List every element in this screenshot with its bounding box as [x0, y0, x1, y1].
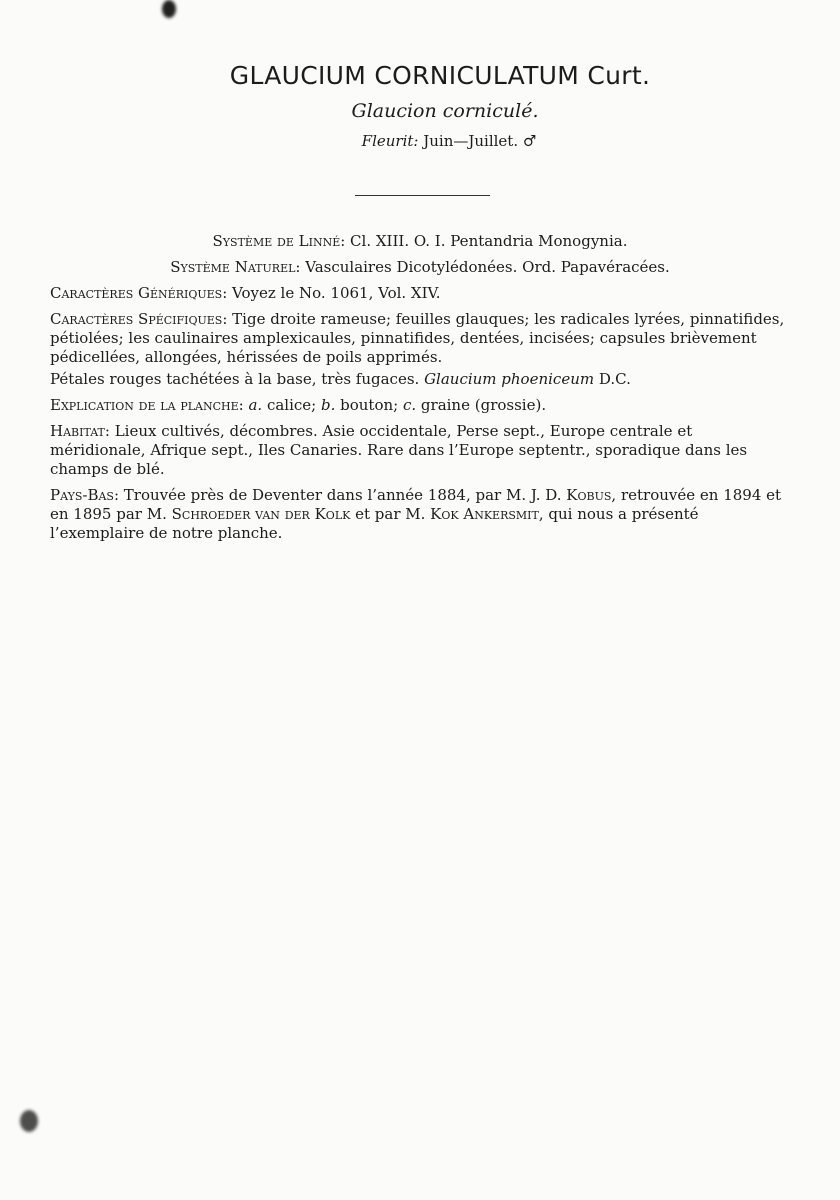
section-text: Trouvée près de Deventer dans l’année 1884, par M. J. D.: [119, 486, 567, 504]
flowering-line: [58, 126, 840, 156]
section-text: et par M.: [350, 505, 431, 523]
section-text: Cl. XIII. O. I. Pentandria Monogynia.: [345, 232, 628, 250]
section-text: Pétales rouges tachétées à la base, très fugaces.: [50, 370, 425, 388]
generic-characters: [50, 284, 790, 303]
figure-text: calice;: [262, 396, 321, 414]
specific-characters: [50, 310, 790, 367]
synonym: Glaucium phoeniceum: [424, 370, 595, 388]
section-text: Tige droite rameuse; feuilles glauques; les radicales lyrées, pinnatifides, pétiolées; les caulinaires amplexicaules, pinnatifides, dentées, incisées; capsules brièvement pédicellées, allongées, hérissées de poils apprimés.: [50, 310, 785, 366]
synonym-author: D.C.: [594, 370, 631, 388]
section-label: Caractères Génériques:: [50, 284, 228, 302]
flowering-value: Juin—Juillet. ♂: [418, 132, 537, 150]
section-text: , retrouvée en 1894 et en 1895 par M.: [50, 486, 782, 523]
section-label: Système de Linné:: [212, 232, 346, 250]
common-name: Glaucion corniculé.: [351, 100, 539, 122]
description-body: [50, 232, 790, 550]
section-label: Caractères Spécifiques:: [50, 310, 228, 328]
section-label: Système Naturel:: [170, 258, 301, 276]
figure-letter: a.: [248, 396, 263, 414]
ink-speck: [20, 1110, 38, 1132]
section-text: Vasculaires Dicotylédonées. Ord. Papavéracées.: [300, 258, 670, 276]
petals-note: [50, 370, 790, 389]
linne-system: [50, 232, 790, 251]
section-text: , qui nous a présenté l’exemplaire de notre planche.: [50, 505, 699, 542]
person-name: Kok Ankersmit: [430, 505, 539, 523]
figure-text: bouton;: [335, 396, 403, 414]
section-text: Voyez le No. 1061, Vol. XIV.: [227, 284, 441, 302]
ink-speck: [162, 0, 176, 18]
netherlands-records: [50, 486, 790, 543]
divider: [355, 195, 490, 196]
figure-letter: b.: [321, 396, 336, 414]
plate-explanation: [50, 396, 790, 415]
section-label: Pays-Bas:: [50, 486, 120, 504]
header: [0, 56, 840, 156]
natural-system: [50, 258, 790, 277]
section-text: Lieux cultivés, décombres. Asie occidentale, Perse sept., Europe centrale et méridionale, Afrique sept., Iles Canaries. Rare dans l’Europe septentr., sporadique dans les champs de blé.: [50, 422, 748, 478]
person-name: Schroeder van der Kolk: [171, 505, 351, 523]
figure-text: graine (grossie).: [416, 396, 547, 414]
habitat: [50, 422, 790, 479]
figure-letter: c.: [402, 396, 417, 414]
person-name: Kobus: [566, 486, 612, 504]
flowering-label: Fleurit:: [361, 132, 419, 150]
species-title: GLAUCIUM CORNICULATUM Curt.: [229, 61, 651, 90]
section-label: Explication de la planche:: [50, 396, 244, 414]
section-label: Habitat:: [50, 422, 110, 440]
